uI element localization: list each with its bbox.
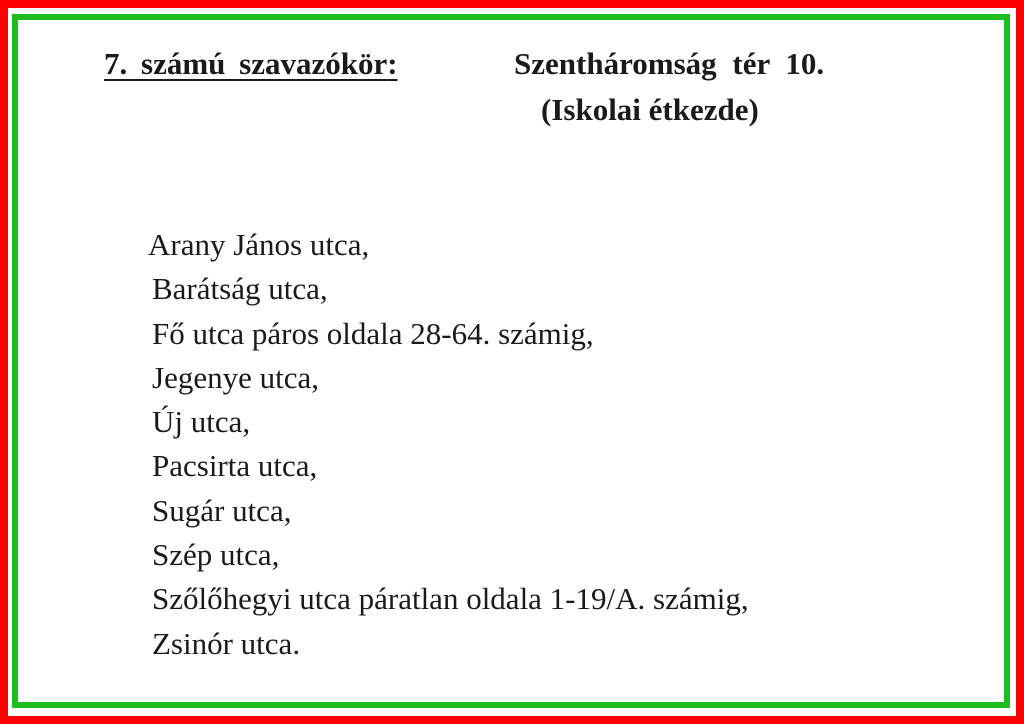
street-item: Arany János utca, xyxy=(148,227,370,262)
district-number-text: 7. számú szavazókör xyxy=(104,46,388,81)
street-item: Jegenye utca, xyxy=(152,359,319,395)
street-item: Sugár utca, xyxy=(152,492,292,528)
street-item: Zsinór utca. xyxy=(152,625,301,661)
polling-district-heading xyxy=(0,46,1024,136)
district-number-label xyxy=(104,46,398,82)
street-item: Új utca, xyxy=(152,404,251,440)
polling-venue: (Iskolai étkezde) xyxy=(541,92,759,127)
polling-address: Szentháromság tér 10. xyxy=(514,46,825,81)
street-item: Szőlőhegyi utca páratlan oldala 1-19/A. számig, xyxy=(152,581,749,617)
street-item: Barátság utca, xyxy=(152,271,328,307)
heading-colon: : xyxy=(387,46,398,81)
street-item: Pacsirta utca, xyxy=(152,448,318,484)
street-list xyxy=(148,223,749,666)
street-item: Szép utca, xyxy=(152,537,280,573)
street-item: Fő utca páros oldala 28-64. számig, xyxy=(152,315,594,351)
